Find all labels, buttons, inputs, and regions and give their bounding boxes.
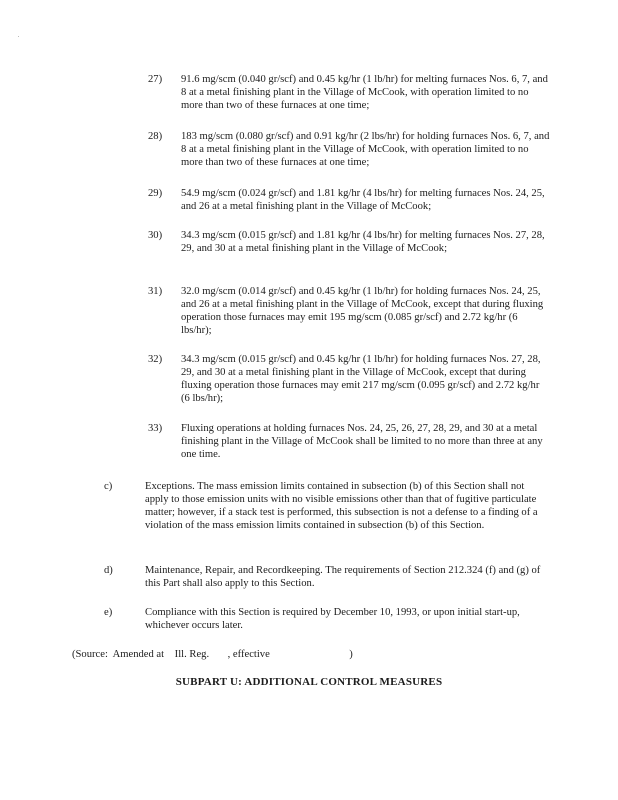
- list-item: [148, 187, 550, 213]
- section-letter: c): [104, 481, 113, 492]
- list-item: [148, 73, 550, 112]
- source-note: (Source: Amended at Ill. Reg. , effective ): [72, 649, 353, 660]
- item-number: 33): [148, 423, 163, 434]
- item-number: 28): [148, 131, 163, 142]
- section-letter: d): [104, 565, 113, 576]
- list-item: [148, 130, 550, 169]
- item-text: 91.6 mg/scm (0.040 gr/scf) and 0.45 kg/hr (1 lb/hr) for melting furnaces Nos. 6, 7, and 8 at a metal finishing plant in the Village of McCook, with operation limited to no more than two of these furnaces at one time;: [181, 74, 548, 111]
- item-text: 54.9 mg/scm (0.024 gr/scf) and 1.81 kg/hr (4 lbs/hr) for melting furnaces Nos. 24, 25, and 26 at a metal finishing plant in the Village of McCook;: [181, 188, 545, 212]
- item-number: 30): [148, 230, 163, 241]
- section-text: Exceptions. The mass emission limits contained in subsection (b) of this Section shall not apply to those emission units with no visible emissions other than that of fugitive particulate matter; however, if a stack test is performed, this subsection is not a defense to a finding of a violation of the mass emission limits contained in subsection (b) of this Section.: [145, 481, 538, 531]
- section-compliance: [104, 606, 544, 632]
- list-item: [148, 353, 550, 405]
- scan-speck: [18, 36, 19, 37]
- section-text: Maintenance, Repair, and Recordkeeping. The requirements of Section 212.324 (f) and (g) of this Part shall also apply to this Section.: [145, 565, 541, 589]
- item-number: 31): [148, 286, 163, 297]
- item-text: Fluxing operations at holding furnaces Nos. 24, 25, 26, 27, 28, 29, and 30 at a metal finishing plant in the Village of McCook shall be limited to no more than three at any one time.: [181, 423, 543, 460]
- item-number: 32): [148, 354, 163, 365]
- section-exceptions: [104, 480, 544, 532]
- item-text: 32.0 mg/scm (0.014 gr/scf) and 0.45 kg/hr (1 lb/hr) for holding furnaces Nos. 24, 25, and 26 at a metal finishing plant in the Village of McCook, except that during fluxing operation those furnaces may emit 195 mg/scm (0.085 gr/scf) and 2.72 kg/hr (6 lbs/hr);: [181, 286, 544, 336]
- list-item: [148, 229, 550, 255]
- subpart-heading: SUBPART U: ADDITIONAL CONTROL MEASURES: [175, 676, 443, 688]
- item-number: 29): [148, 188, 163, 199]
- section-text: Compliance with this Section is required by December 10, 1993, or upon initial start-up, whichever occurs later.: [145, 607, 520, 631]
- list-item: [148, 422, 550, 461]
- item-text: 34.3 mg/scm (0.015 gr/scf) and 1.81 kg/hr (4 lbs/hr) for melting furnaces Nos. 27, 28, 29, and 30 at a metal finishing plant in the Village of McCook;: [181, 230, 545, 254]
- item-number: 27): [148, 74, 163, 85]
- list-item: [148, 285, 550, 337]
- item-text: 183 mg/scm (0.080 gr/scf) and 0.91 kg/hr (2 lbs/hr) for holding furnaces Nos. 6, 7, and 8 at a metal finishing plant in the Village of McCook, with operation limited to no more than two of these furnaces at one time;: [181, 131, 550, 168]
- section-letter: e): [104, 607, 113, 618]
- item-text: 34.3 mg/scm (0.015 gr/scf) and 0.45 kg/hr (1 lb/hr) for holding furnaces Nos. 27, 28, 29, and 30 at a metal finishing plant in the Village of McCook, except that during fluxing operation those furnaces may emit 217 mg/scm (0.095 gr/scf) and 2.72 kg/hr (6 lbs/hr);: [181, 354, 541, 404]
- section-maintenance: [104, 564, 544, 590]
